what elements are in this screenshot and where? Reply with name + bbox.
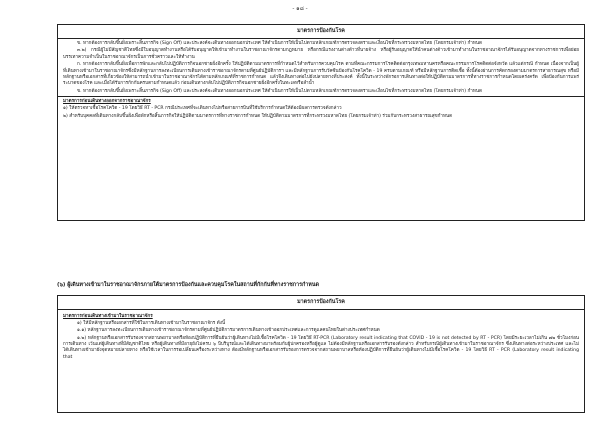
paragraph: ๓.๒) กรณีผู้ไม่มีสัญชาติไทยซึ่งมีใบอนุญาตทำงานหรือได้รับอนุญาตให้เข้ามาทำงานในราชอาณาจักรตามกฎหมาย หรือกรณีแรงงานต่างด้าวที่นายจ้าง หรือผู้รับอนุญาตให้นำคนต่างด้าวเข้ามาทำงานในราชอาณาจักรได้รับอนุญาตจากทางราชการเพื่อย่อยบรรเทาความจำเป็นในราชอาณาจักรเป็นการชั่วคราวและให้ทำงาน [63, 48, 579, 60]
paragraph: ๑.๑) หลักฐานการลงทะเบียนการเดินทางเข้าราชอาณาจักรตามที่ศูนย์ปฏิบัติการมาตรการเดินทางเข้าออกประเทศและการดูแลคนไทยในต่างประเทศกำหนด [77, 328, 380, 334]
sub-heading-before-departure: มาตรการก่อนเดินทางออกจากราชอาณาจักร [63, 99, 151, 105]
table-2-body [58, 310, 584, 361]
prevention-table-2 [57, 295, 585, 413]
page-number: - ๑๘ - [292, 6, 308, 12]
section-heading: (๖) ผู้เดินทางเข้ามาในราชอาณาจักรภายใต้มาตรการป้องกันและควบคุมโรคในสถานที่กักกันที่ทางราชการกำหนด [57, 282, 320, 288]
row-divider [58, 96, 584, 97]
paragraph: ข. หากต้องการกลับขึ้นฝั่งเพราะสิ้นภารกิจ (Sign Off) และประสงค์จะเดินทางออกนอกประเทศ ให้ดำเนินการให้เป็นไปตามหลักเกณฑ์การตรวจลงตราและเงื่อนไขที่กระทรวงมหาดไทย (โดยกรมเจ้าท่า) กำหนด [77, 88, 483, 94]
paragraph: ๑.๒) หลักฐานหรือเอกสารรับรองจากสถานพยาบาลหรือห้องปฏิบัติการที่ยืนยันว่าผู้เดินทางไม่มีเชื้อโรคโควิด - 19 โดยวิธี RT-PCR (Laboratory result indicating that COVID - 19 is not detected by RT - PCR) โดยมีระยะเวลาไม่เกิน ๗๒ ชั่วโมงก่อนการเดินทาง เว้นแต่ผู้เดินทางที่มีสัญชาติไทย หรือผู้เดินทางที่มีอายุยังไม่ครบ ๖ ปีบริบูรณ์และได้เดินทางมาพร้อมกับผู้ปกครองหรือผู้ดูแล ไม่ต้องมีหลักฐานหรือเอกสารรับรองดังกล่าว สำหรับกรณีผู้เดินทางเข้ามาในราชอาณาจักร ซึ่งเดินทางต่อระหว่างประเทศ และไม่ได้เดินทางเข้ามายังจุดหมายปลายทาง หรือใช้เวลาในการรอเปลี่ยนเครื่องระหว่างทาง ต้องมีหลักฐานหรือเอกสารรับรองการตรวจจากสถานพยาบาลหรือห้องปฏิบัติการที่ยืนยันว่าผู้เดินทางไม่มีเชื้อโรคโควิด - 19 โดยวิธี RT - PCR (Laboratory result indicating that [63, 335, 579, 360]
paragraph: ๑) ให้มีหลักฐานหรือเอกสารที่ใช้ในการเดินทางเข้ามาในราชอาณาจักร ดังนี้ [77, 320, 226, 326]
paragraph: ข. หากต้องการกลับขึ้นฝั่งเพราะสิ้นภารกิจ (Sign Off) และประสงค์จะเดินทางออกนอกประเทศ ให้ดำเนินการให้เป็นไปตามหลักเกณฑ์การตรวจลงตราและเงื่อนไขที่กระทรวงมหาดไทย (โดยกรมเจ้าท่า) กำหนด [77, 41, 483, 46]
table-2-heading: มาตรการป้องกันโรค [58, 296, 584, 310]
paragraph: ก. หากต้องการกลับขึ้นฝั่งเพื่อการพักและกลับไปปฏิบัติภารกิจนอกชายฝั่งอีกครั้ง ให้ปฏิบัติตามมาตรการที่กำหนดไว้สำหรับการควบคุมโรค ตามที่คณะกรรมการโรคติดต่อกรุงเทพมหานครหรือคณะกรรมการโรคติดต่อจังหวัด แล้วแต่กรณี กำหนด เนื่องจากเป็นผู้ที่เดินทางเข้ามาในราชอาณาจักรซึ่งมีหลักฐานการลงทะเบียนการเดินทางเข้าราชอาณาจักรตามที่ศูนย์ปฏิบัติการฯ และมีหลักฐานการรับวัคซีนป้องกันโรคโควิด - 19 ครบตามเกณฑ์ หรือมีหลักฐานการติดเชื้อ ทั้งนี้ต้องผ่านการคัดกรองตามมาตรการสาธารณสุข หรือมีหลักฐานหรือเอกสารที่เกี่ยวข้องให้สามารถนำเข้ามาในราชอาณาจักรได้ตามหลักเกณฑ์ที่ราชการกำหนด แล้วจึงเดินทางต่อไปยังปลายทางที่ประสงค์ ทั้งนี้ในระหว่างพักรอการเดินทางต่อให้ปฏิบัติตามมาตรการที่ทางราชการกำหนดโดยเคร่งครัด เพื่อป้องกันการแพร่ระบาดของโรค และเมื่อได้รับการกักกันครบตามกำหนดแล้ว ก่อนเดินทางกลับไปปฏิบัติภารกิจนอกชายฝั่งอีกครั้งในทะเลหรือลำน้ำ [63, 62, 579, 87]
sub-heading-before-entry: มาตรการก่อนเดินทางเข้ามาในราชอาณาจักร [63, 314, 153, 319]
table-1-heading: มาตรการป้องกันโรค [58, 25, 584, 39]
prevention-table-1 [57, 24, 585, 221]
paragraph: ๒) สำหรับบุคคลที่เดินทางกลับขึ้นฝั่งเพื่อพักหรือสิ้นภารกิจให้ปฏิบัติตามมาตรการที่ทางราชการกำหนด ให้ปฏิบัติตามมาตรการที่กระทรวงมหาดไทย (โดยกรมเจ้าท่า) ร่วมกับกระทรวงสาธารณสุขกำหนด [63, 113, 453, 119]
paragraph: ๑) ให้ตรวจหาเชื้อโรคโควิด - 19 โดยวิธี RT - PCR กรณีประเทศที่จะเดินทางไปหรือสายการบินที่ใช้บริการกำหนดให้ต้องมีผลการตรวจดังกล่าว [63, 106, 342, 112]
table-1-body [58, 39, 584, 120]
